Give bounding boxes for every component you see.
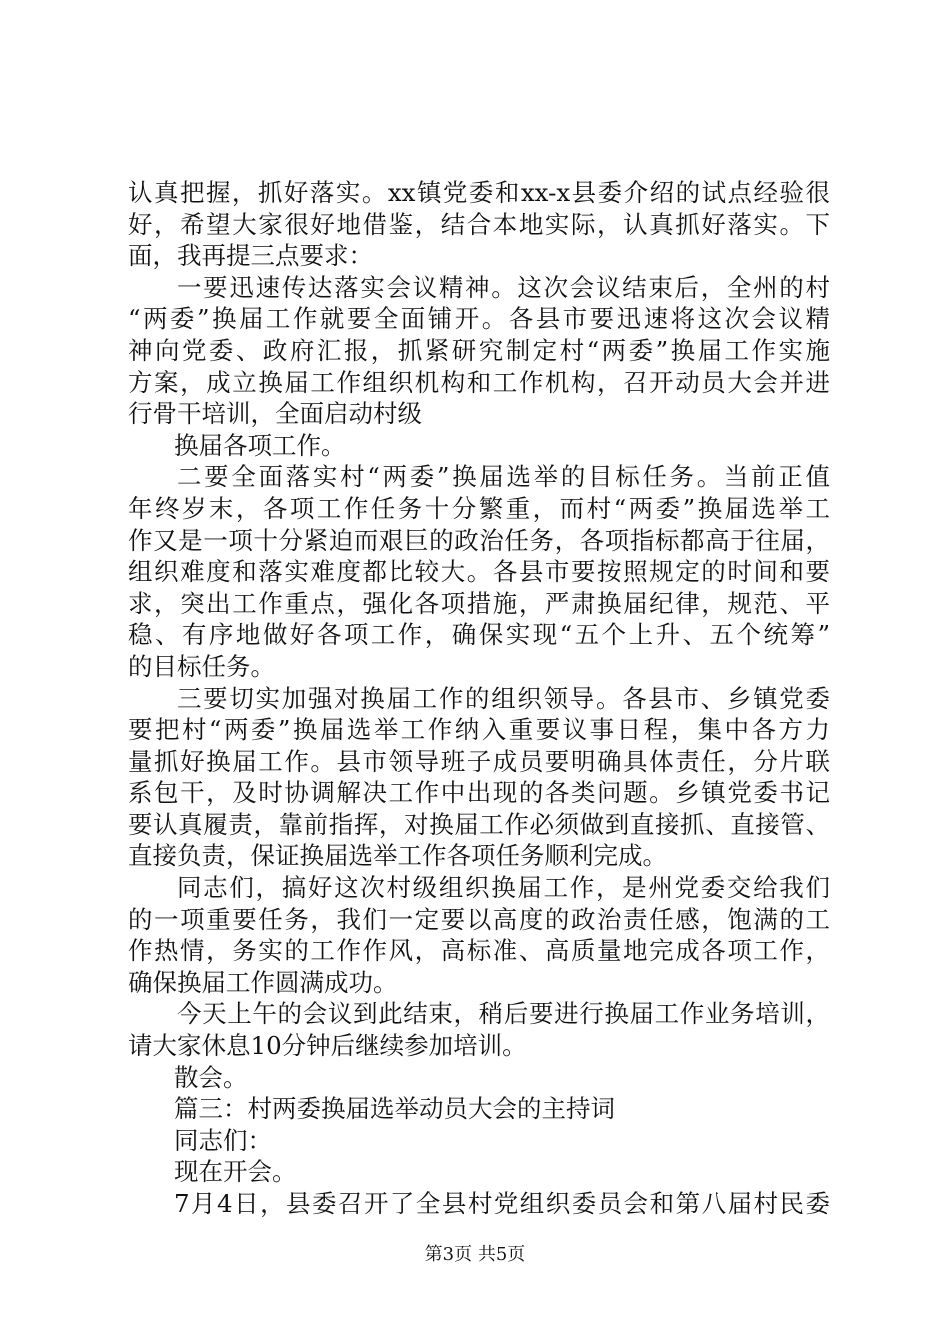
text-line: 同志们： [174, 1125, 272, 1155]
text-line: 确保换届工作圆满成功。 [128, 967, 398, 997]
text-line: 同志们，搞好这次村级组织换届工作，是州党委交给我们 [177, 873, 830, 903]
text-line: 的目标任务。 [128, 651, 275, 681]
text-line: 好，希望大家很好地借鉴，结合本地实际，认真抓好落实。下 [128, 209, 830, 239]
text-line: 直接负责，保证换届选举工作各项任务顺利完成。 [128, 841, 667, 871]
text-line: 神向党委、政府汇报，抓紧研究制定村“两委”换届工作实施 [128, 335, 830, 365]
text-line: 稳、有序地做好各项工作，确保实现“五个上升、五个统筹” [128, 620, 830, 650]
text-line: 请大家休息10分钟后继续参加培训。 [128, 1031, 527, 1061]
text-line: 方案，成立换届工作组织机构和工作机构，召开动员大会并进 [128, 367, 830, 397]
text-line: 7月4日，县委召开了全县村党组织委员会和第八届村民委 [174, 1189, 830, 1218]
text-line: 行骨干培训，全面启动村级 [128, 399, 422, 429]
text-line: 面，我再提三点要求： [128, 241, 373, 271]
text-line: 换届各项工作。 [174, 430, 346, 460]
section-heading: 篇三：村两委换届选举动员大会的主持词 [174, 1094, 615, 1124]
text-line: 二要全面落实村“两委”换届选举的目标任务。当前正值 [177, 462, 830, 492]
text-line: 作热情，务实的工作作风，高标准、高质量地完成各项工作， [128, 936, 830, 966]
text-line: 要认真履责，靠前指挥，对换届工作必须做到直接抓、直接管、 [128, 809, 830, 839]
text-line: 认真把握，抓好落实。xx镇党委和xx-x县委介绍的试点经验很 [128, 178, 830, 207]
text-line: 系包干，及时协调解决工作中出现的各类问题。乡镇党委书记 [128, 778, 830, 808]
page-indicator: 第3页 共5页 [424, 1244, 526, 1265]
text-line: 量抓好换届工作。县市领导班子成员要明确具体责任，分片联 [128, 746, 830, 776]
text-line: 三要切实加强对换届工作的组织领导。各县市、乡镇党委 [177, 683, 830, 713]
text-line: 的一项重要任务，我们一定要以高度的政治责任感，饱满的工 [128, 904, 830, 934]
text-line: “两委”换届工作就要全面铺开。各县市要迅速将这次会议精 [128, 304, 830, 334]
text-line: 作又是一项十分紧迫而艰巨的政治任务，各项指标都高于往届， [128, 525, 830, 555]
text-line: 组织难度和落实难度都比较大。各县市要按照规定的时间和要 [128, 557, 830, 587]
document-body [128, 177, 830, 1220]
text-line: 今天上午的会议到此结束，稍后要进行换届工作业务培训， [177, 999, 830, 1029]
text-line: 现在开会。 [174, 1157, 297, 1187]
text-line: 散会。 [174, 1062, 248, 1092]
text-line: 求，突出工作重点，强化各项措施，严肃换届纪律，规范、平 [128, 588, 830, 618]
text-line: 要把村“两委”换届选举工作纳入重要议事日程，集中各方力 [128, 715, 830, 745]
text-line: 年终岁末，各项工作任务十分繁重，而村“两委”换届选举工 [128, 493, 830, 523]
text-line: 一要迅速传达落实会议精神。这次会议结束后，全州的村 [177, 272, 830, 302]
